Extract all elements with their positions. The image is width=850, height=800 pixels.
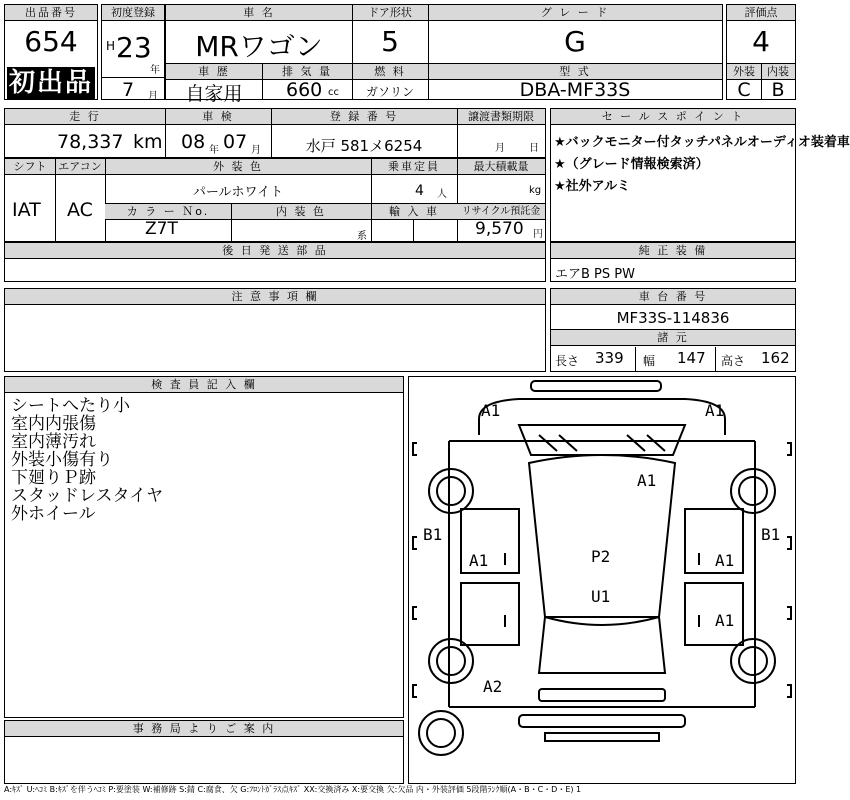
equipment: エアB PS PW bbox=[555, 267, 635, 282]
insp-month: 07 bbox=[223, 131, 248, 153]
inspection-label: 車 検 bbox=[165, 109, 271, 125]
equipment-label: 純 正 装 備 bbox=[551, 243, 795, 259]
remark-4: 外装小傷有り bbox=[11, 450, 113, 470]
chassis-box bbox=[550, 288, 796, 372]
lot-number: 654 bbox=[24, 25, 78, 58]
length-label: 長さ bbox=[555, 354, 580, 368]
remark-1: シートへたり小 bbox=[11, 396, 130, 416]
capacity-unit: 人 bbox=[437, 189, 447, 200]
door-label: ドア形状 bbox=[352, 5, 428, 21]
recycle-unit: 円 bbox=[533, 229, 543, 240]
width: 147 bbox=[677, 349, 706, 367]
sales-point-1: ★バックモニター付タッチパネルオーディオ装着車 bbox=[554, 135, 850, 150]
remark-6: スタッドレスタイヤ bbox=[11, 486, 164, 506]
insp-year: 08 bbox=[181, 131, 206, 153]
color-label: 外 装 色 bbox=[105, 159, 371, 175]
damage-diagram bbox=[408, 376, 796, 784]
shift-label: シフト bbox=[5, 159, 55, 175]
chassis-label: 車 台 番 号 bbox=[551, 289, 795, 305]
displacement: 660 bbox=[286, 79, 323, 101]
damage-mark: B1 bbox=[423, 525, 443, 544]
transfer-day: 日 bbox=[529, 143, 539, 154]
parts-box bbox=[4, 242, 546, 282]
sales-point-2: ★（グレード情報検索済） bbox=[554, 157, 709, 172]
score-label: 評価点 bbox=[727, 5, 795, 21]
inspector-remarks bbox=[11, 397, 163, 523]
ext-label: 外装 bbox=[727, 64, 761, 80]
car-history: 自家用 bbox=[185, 83, 243, 105]
remark-2: 室内内張傷 bbox=[11, 414, 96, 434]
lot-label: 出品番号 bbox=[5, 5, 97, 21]
mileage-box bbox=[4, 108, 546, 158]
mileage-label: 走 行 bbox=[5, 109, 165, 125]
damage-mark: B1 bbox=[761, 525, 781, 544]
int-score: B bbox=[771, 79, 785, 101]
insp-year-unit: 年 bbox=[209, 145, 219, 156]
damage-mark: A1 bbox=[469, 551, 489, 570]
int-color-unit: 系 bbox=[357, 231, 367, 242]
transfer-month: 月 bbox=[495, 143, 505, 154]
insp-month-unit: 月 bbox=[251, 145, 261, 156]
legend: A:ｷｽﾞ U:ﾍｺﾐ B:ｷｽﾞを伴うﾍｺﾐ P:要塗装 W:補修跡 S:錆 C:腐食、欠 G:ﾌﾛﾝﾄｶﾞﾗｽ点ｷｽﾞ XX:交換済み X:要交換 欠:欠品 内・外装評価 5段階ﾗﾝｸ順(A・B・C・D・E) 1 bbox=[4, 785, 582, 794]
lot-box bbox=[4, 4, 98, 100]
damage-mark: A2 bbox=[483, 677, 503, 696]
caution-box bbox=[4, 288, 546, 372]
int-color-label: 内 装 色 bbox=[231, 204, 371, 220]
first-reg-label: 初度登録 bbox=[102, 5, 164, 21]
height: 162 bbox=[761, 349, 790, 367]
model-label: 型 式 bbox=[428, 64, 722, 80]
spec-box bbox=[4, 158, 546, 242]
year-unit: 年 bbox=[150, 65, 160, 76]
first-listing-badge: 初出品 bbox=[8, 68, 93, 98]
capacity: 4 bbox=[415, 183, 424, 199]
damage-mark: A1 bbox=[705, 401, 725, 420]
parts-label: 後 日 発 送 部 品 bbox=[5, 243, 545, 259]
era: H bbox=[106, 39, 116, 53]
fuel: ガソリン bbox=[365, 85, 414, 99]
model-code: DBA-MF33S bbox=[519, 79, 631, 101]
damage-mark: A1 bbox=[637, 471, 657, 490]
grade: G bbox=[564, 25, 586, 58]
import-label: 輸 入 車 bbox=[371, 204, 457, 220]
reg-month: 7 bbox=[122, 79, 135, 101]
score-box bbox=[726, 4, 796, 100]
reg-no-label: 登 録 番 号 bbox=[271, 109, 457, 125]
month-unit: 月 bbox=[148, 91, 158, 102]
sales-points-box bbox=[550, 108, 850, 242]
history-label: 車 歴 bbox=[166, 64, 262, 80]
office-label: 事 務 局 よ り ご 案 内 bbox=[5, 721, 403, 737]
damage-mark: P2 bbox=[591, 547, 611, 566]
height-label: 高さ bbox=[721, 354, 746, 368]
equipment-box bbox=[550, 242, 796, 282]
ac-type: AC bbox=[67, 199, 93, 221]
remark-5: 下廻りＰ跡 bbox=[11, 468, 96, 488]
inspector-label: 検 査 員 記 入 欄 bbox=[5, 377, 403, 393]
mileage-unit: km bbox=[133, 131, 163, 153]
load-label: 最大積載量 bbox=[457, 159, 545, 175]
caution-label: 注 意 事 項 欄 bbox=[5, 289, 545, 305]
registration-number: 水戸 581メ6254 bbox=[305, 137, 423, 155]
fuel-label: 燃 料 bbox=[352, 64, 428, 80]
damage-mark: U1 bbox=[591, 587, 611, 606]
car-outline bbox=[409, 377, 795, 783]
dims-label: 諸 元 bbox=[551, 330, 795, 346]
reg-year: 23 bbox=[116, 31, 152, 64]
inspector-box bbox=[4, 376, 404, 718]
chassis-number: MF33S-114836 bbox=[616, 309, 730, 327]
car-name: MRワゴン bbox=[195, 30, 323, 63]
door-type: 5 bbox=[381, 25, 399, 58]
displacement-label: 排 気 量 bbox=[262, 64, 352, 80]
first-reg-box bbox=[101, 4, 165, 100]
damage-mark: A1 bbox=[481, 401, 501, 420]
int-label: 内装 bbox=[761, 64, 795, 80]
color-no-label: カ ラ ー Ｎo. bbox=[105, 204, 231, 220]
car-info-box bbox=[165, 4, 723, 105]
office-box bbox=[4, 720, 404, 784]
sales-label: セ ー ル ス ポ イ ン ト bbox=[551, 109, 795, 125]
color-number: Z7T bbox=[145, 219, 178, 239]
mileage-value: 78,337 bbox=[57, 131, 124, 153]
recycle-label: リサイクル預託金 bbox=[457, 204, 545, 220]
recycle-fee: 9,570 bbox=[475, 219, 524, 239]
shift-type: IAT bbox=[12, 199, 41, 221]
damage-mark: A1 bbox=[715, 611, 735, 630]
damage-mark: A1 bbox=[715, 551, 735, 570]
grade-label: グ レ ー ド bbox=[428, 5, 722, 21]
ext-score: C bbox=[737, 79, 751, 101]
transfer-label: 譲渡書類期限 bbox=[457, 109, 545, 125]
car-name-label: 車 名 bbox=[166, 5, 352, 21]
remark-7: 外ホイール bbox=[11, 504, 96, 524]
ac-label: エアコン bbox=[55, 159, 105, 175]
remark-3: 室内薄汚れ bbox=[11, 432, 96, 452]
overall-score: 4 bbox=[752, 25, 770, 58]
length: 339 bbox=[595, 349, 624, 367]
capacity-label: 乗車定員 bbox=[371, 159, 457, 175]
displacement-unit: cc bbox=[328, 87, 339, 98]
exterior-color: パールホワイト bbox=[192, 185, 284, 200]
width-label: 幅 bbox=[643, 354, 656, 368]
load-unit: kg bbox=[529, 185, 542, 196]
sales-point-3: ★社外アルミ bbox=[554, 179, 631, 194]
